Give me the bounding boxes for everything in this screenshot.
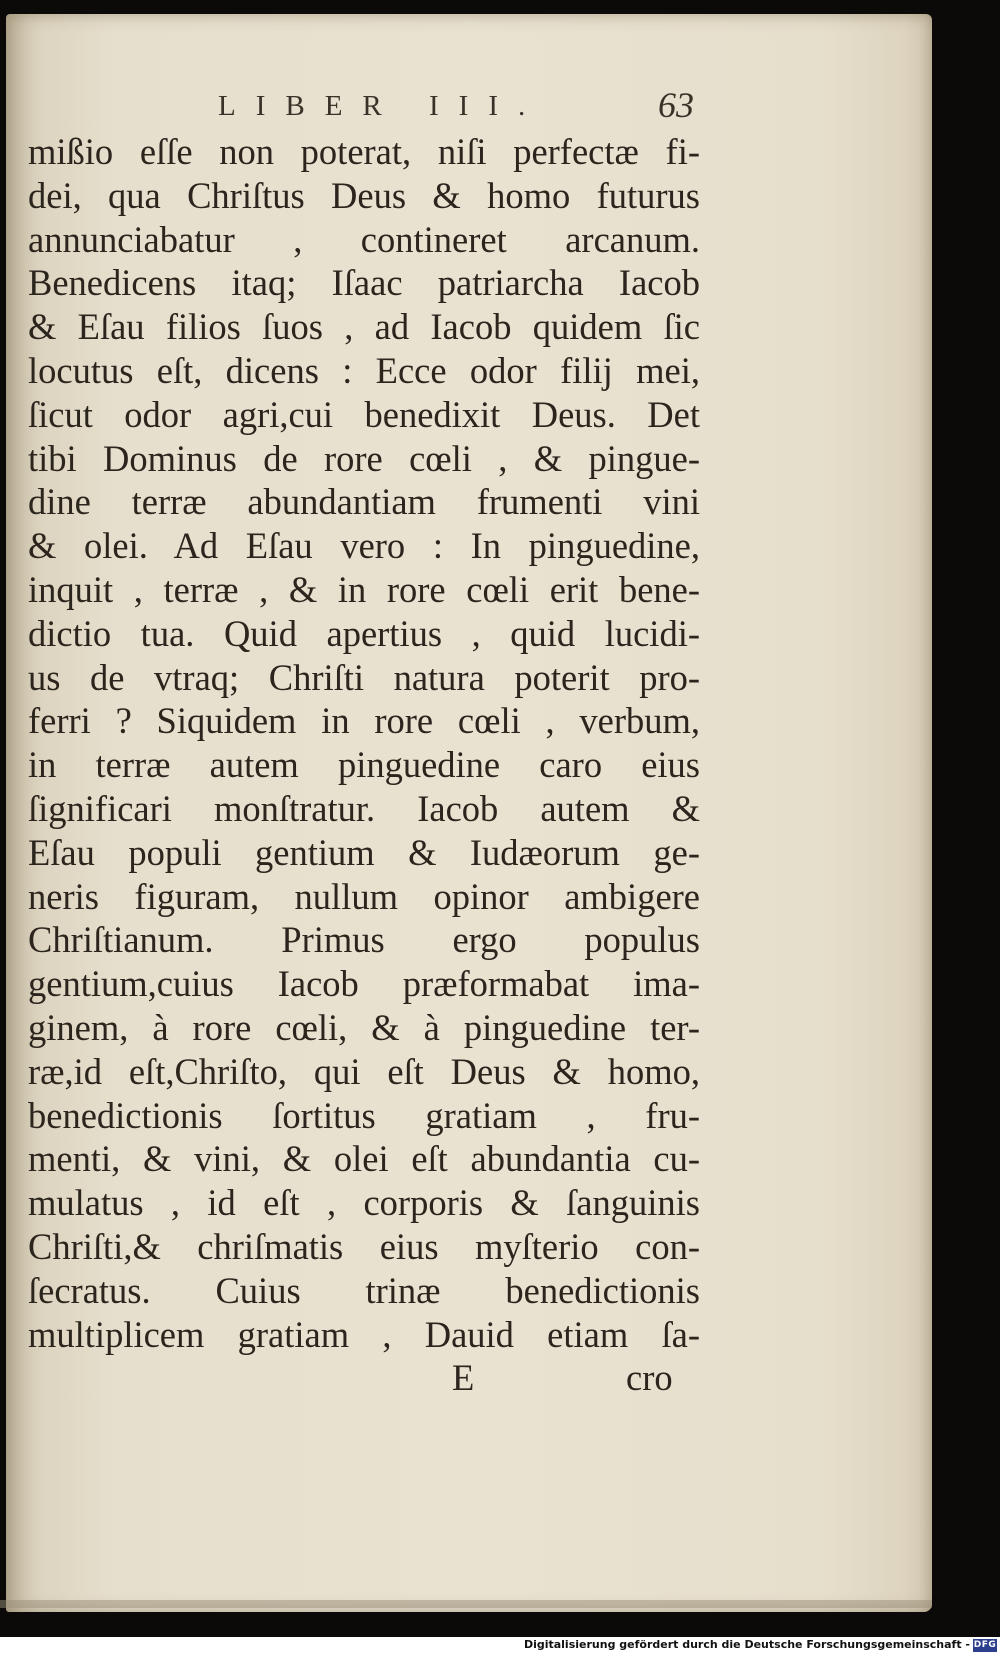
text-line: annunciabatur , contineret arcanum. [28, 218, 700, 260]
body-text [28, 130, 700, 1356]
text-line: Eſau populi gentium & Iudæorum ge- [28, 831, 700, 873]
text-line: mißio eſſe non poterat, niſi perfectæ fi- [28, 131, 700, 172]
page-bottom-edge [0, 1600, 932, 1608]
text-line: & Eſau filios ſuos , ad Iacob quidem ſic [28, 306, 700, 348]
text-line: Chriſti,& chriſmatis eius myſterio con- [28, 1225, 700, 1267]
text-line: menti, & vini, & olei eſt abundantia cu- [28, 1138, 700, 1180]
page-number: 63 [658, 85, 694, 125]
running-head-title: LIBER III. [218, 90, 546, 122]
text-line: dictio tua. Quid apertius , quid lucidi- [28, 612, 700, 654]
dfg-logo-icon: DFG [973, 1640, 997, 1650]
text-line: neris figuram, nullum opinor ambigere [28, 875, 700, 917]
text-line: benedictionis ſortitus gratiam , fru- [28, 1094, 700, 1136]
text-line: dine terræ abundantiam frumenti vini [28, 481, 700, 523]
signature-mark: E [452, 1357, 475, 1399]
footer-strip [0, 1637, 1000, 1655]
text-line: Benedicens itaq; Iſaac patriarcha Iacob [28, 262, 700, 304]
text-line: in terræ autem pinguedine caro eius [28, 744, 700, 786]
running-head [28, 80, 700, 130]
text-line: & olei. Ad Eſau vero : In pinguedine, [28, 525, 700, 567]
text-line: locutus eſt, dicens : Ecce odor filij mei, [28, 349, 700, 391]
text-block [28, 80, 700, 1400]
text-line: ginem, à rore cœli, & à pinguedine ter- [28, 1006, 700, 1048]
catch-row [28, 1356, 700, 1400]
text-line: ſignificari monſtratur. Iacob autem & [28, 787, 700, 829]
book-page [6, 14, 932, 1612]
text-line: dei, qua Chriſtus Deus & homo futurus [28, 174, 700, 216]
text-line: multiplicem gratiam , Dauid etiam ſa- [28, 1313, 700, 1355]
catchword: cro [626, 1357, 673, 1399]
text-line: gentium,cuius Iacob præformabat ima- [28, 963, 700, 1005]
text-line: ræ,id eſt,Chriſto, qui eſt Deus & homo, [28, 1050, 700, 1092]
text-line: ferri ? Siquidem in rore cœli , verbum, [28, 700, 700, 742]
text-line: us de vtraq; Chriſti natura poterit pro- [28, 656, 700, 698]
text-line: ſicut odor agri,cui benedixit Deus. Det [28, 393, 700, 435]
funding-credit: Digitalisierung gefördert durch die Deutsche Forschungsgemeinschaft - [523, 1638, 970, 1651]
text-line: ſecratus. Cuius trinæ benedictionis [28, 1269, 700, 1311]
text-line: inquit , terræ , & in rore cœli erit bene- [28, 568, 700, 610]
text-line: tibi Dominus de rore cœli , & pingue- [28, 437, 700, 479]
text-line: Chriſtianum. Primus ergo populus [28, 919, 700, 961]
text-line: mulatus , id eſt , corporis & ſanguinis [28, 1182, 700, 1224]
